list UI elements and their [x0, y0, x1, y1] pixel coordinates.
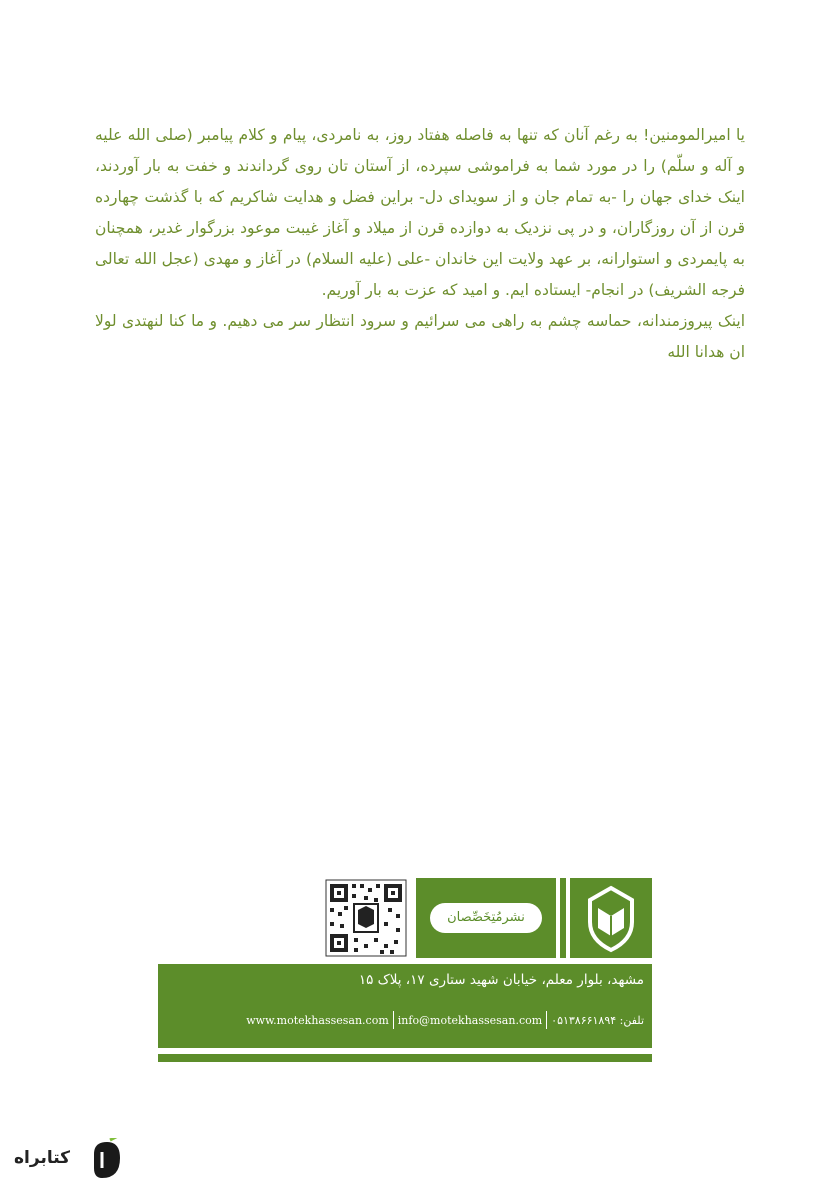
paragraph-1: یا امیرالمومنین! به رغم آنان که تنها به فاصله هفتاد روز، به نامردی، پیام و کلام پیامبر (صلی الله علیه و آله و سلّم) را در مورد شما به فراموشی سپرده، از آستان تان روی گرداندند و خفت به بار آوردند، اینک خدای جهان را -به تمام جان و از سویدای دل- براین فضل و هدایت شاکریم که با گذشت چهارده قرن از آن روزگاران، و در پی نزدیک به دوازده قرن از میلاد و آغاز غیبت موعود بزرگوار غدیر، همچنان به پایمردی و استوارانه، بر عهد ولایت این خاندان -علی (علیه السلام) در آغاز و مهدی (عجل الله تعالی فرجه الشریف) در انجام- ایستاده ایم. و امید که عزت به بار آوریم.: [95, 126, 745, 299]
contact-separator: [393, 1011, 394, 1029]
publisher-block: [158, 878, 652, 1062]
bottom-rule: [158, 1054, 652, 1062]
contact-line: [246, 1011, 644, 1029]
publisher-logo: [570, 878, 652, 958]
main-text: [95, 120, 745, 368]
logo-divider: [560, 878, 566, 958]
contact-separator: [546, 1011, 547, 1029]
publisher-name: نشرمُتِخَصِّصان: [430, 903, 542, 933]
publisher-address: مشهد، بلوار معلم، خیابان شهید ستاری ۱۷، پلاک ۱۵: [358, 972, 644, 988]
ketabrah-text: کتابراه: [14, 1148, 71, 1168]
qr-code: [324, 878, 408, 958]
book-shield-icon: [570, 878, 652, 958]
ketabrah-watermark: [14, 1138, 134, 1188]
publisher-email[interactable]: info@motekhassesan.com: [397, 1013, 543, 1027]
ketabrah-logo-icon: [90, 1138, 124, 1182]
publisher-phone: تلفن: ۰۵۱۳۸۶۶۱۸۹۴: [551, 1013, 644, 1027]
publisher-website[interactable]: www.motekhassesan.com: [246, 1013, 389, 1027]
qr-code-icon: [324, 878, 408, 958]
publisher-name-box: [416, 878, 556, 958]
paragraph-2: اینک پیروزمندانه، حماسه چشم به راهی می سرائیم و سرود انتظار سر می دهیم. و ما کنا لنهتدی لولا ان هدانا الله: [95, 312, 745, 361]
contact-bar: [158, 964, 652, 1048]
